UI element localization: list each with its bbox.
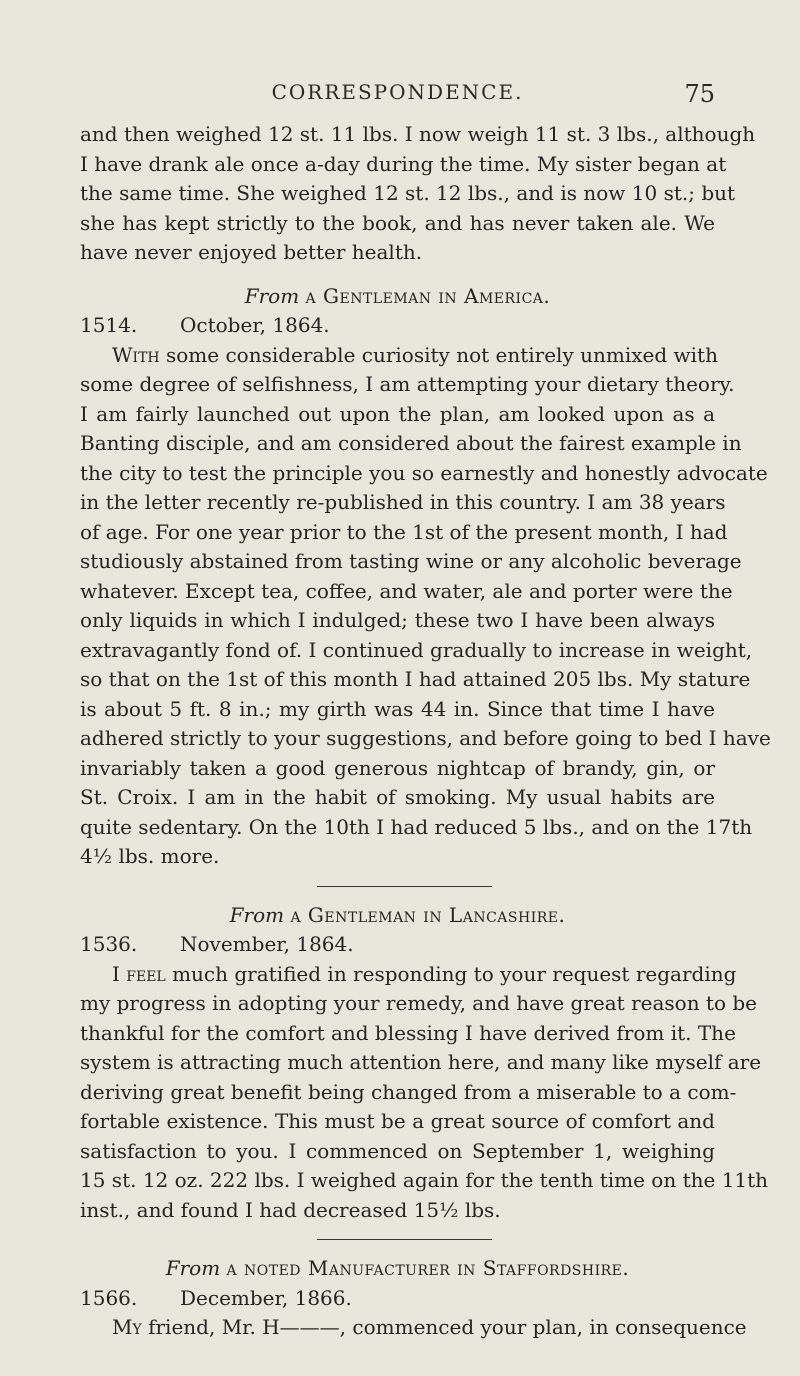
text-line: fortable existence. This must be a great source of comfort and	[80, 1109, 715, 1133]
lead-word: With	[112, 342, 160, 367]
letter-number: 1536.	[80, 932, 138, 956]
text-line: and then weighed 12 st. 11 lbs. I now weigh 11 st. 3 lbs., although	[80, 122, 756, 146]
text-line: I am fairly launched out upon the plan, am looked upon as a	[80, 401, 715, 426]
text-line: My friend, Mr. H———, commenced your plan, in consequence	[112, 1315, 747, 1339]
letter-body	[80, 960, 769, 1226]
letter-date: October, 1864.	[180, 313, 330, 337]
text-line: satisfaction to you. I commenced on September 1, weighing	[80, 1138, 715, 1163]
text-line: so that on the 1st of this month I had attained 205 lbs. My stature	[80, 667, 751, 691]
page-header	[80, 80, 715, 110]
text-line: is about 5 ft. 8 in.; my girth was 44 in. Since that time I have	[80, 696, 715, 721]
text-line: some degree of selfishness, I am attempting your dietary theory.	[80, 372, 735, 396]
heading-from: From	[244, 283, 300, 308]
text-line: system is attracting much attention here, and many like myself are	[80, 1050, 762, 1074]
running-head: CORRESPONDENCE.	[271, 80, 524, 104]
text-line: I have drank ale once a-day during the time. My sister began at	[80, 151, 727, 176]
text-line: the same time. She weighed 12 st. 12 lbs., and is now 10 st.; but	[80, 181, 736, 205]
lead-word: My	[112, 1315, 142, 1339]
letter-meta	[80, 311, 715, 341]
text-line: 4½ lbs. more.	[80, 844, 220, 868]
text-line: inst., and found I had decreased 15½ lbs.	[80, 1197, 501, 1222]
text-line: adhered strictly to your suggestions, and before going to bed I have	[80, 726, 771, 750]
text-line: extravagantly fond of. I continued gradually to increase in weight,	[80, 637, 753, 662]
text-line: thankful for the comfort and blessing I have derived from it. The	[80, 1020, 736, 1045]
text-line: whatever. Except tea, coffee, and water, ale and porter were the	[80, 578, 733, 603]
letter-heading	[80, 901, 715, 931]
page-number: 75	[684, 80, 715, 108]
text-line: 15 st. 12 oz. 222 lbs. I weighed again for the tenth time on the 11th	[80, 1168, 769, 1192]
heading-source: a noted Manufacturer in Staffordshire.	[226, 1256, 630, 1280]
text-line: invariably taken a good generous nightcap of brandy, gin, or	[80, 755, 715, 780]
letter-heading	[80, 282, 715, 312]
heading-from: From	[229, 902, 285, 927]
letter-number: 1514.	[80, 313, 138, 337]
letter-body	[80, 1313, 747, 1343]
text-line: Banting disciple, and am considered about the fairest example in	[80, 431, 742, 455]
text-line: she has kept strictly to the book, and has never taken ale. We	[80, 210, 715, 235]
letter-number: 1566.	[80, 1285, 138, 1310]
text-line: quite sedentary. On the 10th I had reduced 5 lbs., and on the 17th	[80, 814, 753, 839]
letter-date: November, 1864.	[180, 932, 354, 956]
letter-heading	[80, 1254, 715, 1284]
text-line: studiously abstained from tasting wine or any alcoholic beverage	[80, 549, 742, 573]
text-line: of age. For one year prior to the 1st of the present month, I had	[80, 519, 728, 544]
letter-body	[80, 341, 771, 872]
letter-date: December, 1866.	[180, 1285, 352, 1310]
section-divider	[80, 872, 715, 901]
text-line: have never enjoyed better health.	[80, 240, 423, 264]
text-line: only liquids in which I indulged; these two I have been always	[80, 608, 715, 632]
text-line: With some considerable curiosity not entirely unmixed with	[112, 342, 718, 367]
text-line: St. Croix. I am in the habit of smoking. My usual habits are	[80, 785, 715, 809]
text-line: deriving great benefit being changed from a miserable to a com-	[80, 1079, 737, 1104]
text-line: the city to test the principle you so earnestly and honestly advocate	[80, 460, 768, 485]
text-line: I feel much gratified in responding to your request regarding	[112, 961, 737, 986]
text-line: in the letter recently re-published in this country. I am 38 years	[80, 490, 726, 514]
heading-from: From	[165, 1256, 221, 1280]
heading-source: a Gentleman in Lancashire.	[290, 902, 566, 927]
letter-meta	[80, 1284, 715, 1314]
page-body	[80, 120, 771, 1343]
letter-meta	[80, 930, 715, 960]
continuation-paragraph	[80, 120, 756, 268]
section-divider	[80, 1225, 715, 1254]
lead-word: I feel	[112, 961, 166, 986]
text-line: my progress in adopting your remedy, and have great reason to be	[80, 991, 758, 1015]
heading-source: a Gentleman in America.	[305, 283, 551, 308]
